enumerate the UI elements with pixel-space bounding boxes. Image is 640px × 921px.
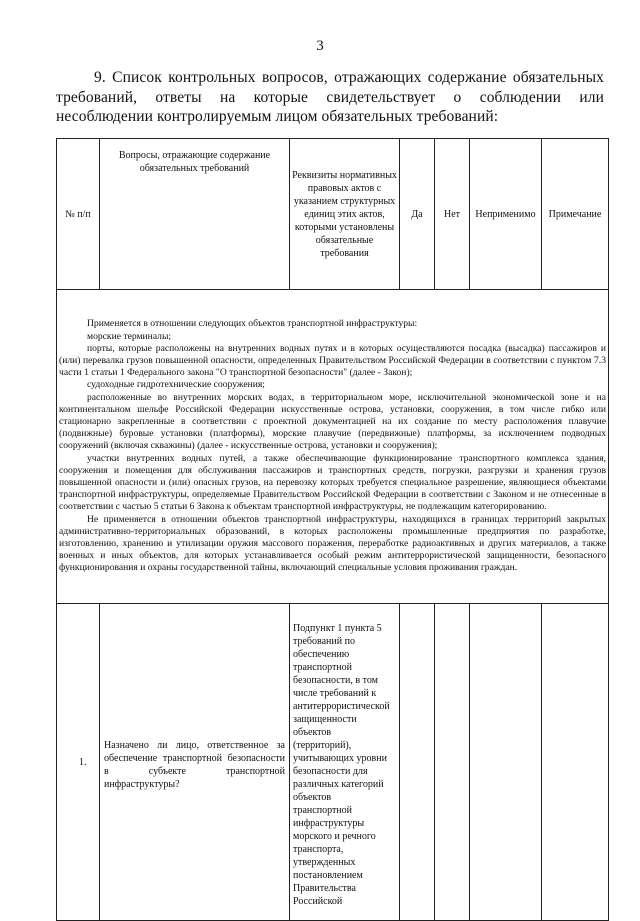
row-not-applicable-cell (470, 604, 542, 921)
row-yes-cell (400, 604, 435, 921)
requisites-line: объектов (293, 792, 332, 803)
requisites-line: различных категорий (293, 779, 384, 790)
scope-paragraph: порты, которые расположены на внутренних водных путях и в которых осуществляются посадка (высадка) пассажиров и (или) перевалка грузов повышенной опасности, определенных Правительством Российской Федерации в соответствии с пунктом 7.3 части 1 статьи 1 Федерального закона "О транспортной безопасности" (далее - Закон); (59, 342, 606, 379)
requisites-line: безопасности, в том (293, 675, 378, 686)
scope-paragraph: расположенные во внутренних морских водах, в территориальном море, исключительной экономической зоне и на континентальном шельфе Российской Федерации искусственные острова, установки, сооружения, в том числе гибко или стационарно закрепленные в соответствии с проектной документацией на их создание по месту расположения плавучие (подвижные) буровые установки (платформы), морские плавучие (передвижные) платформы, за исключением подводных сооружений (включая скважины) (далее - искусственные острова, установки и сооружения); (59, 391, 606, 452)
scope-paragraph: участки внутренних водных путей, а также обеспечивающие функционирование транспортного комплекса здания, сооружения и помещения для обслуживания пассажиров и транспортных средств, погрузки, разгрузки и хранения грузов повышенной опасности и (или) опасных грузов, на перевозку которых требуется специальное разрешение, являющиеся объектами транспортной инфраструктуры, определяемые Правительством Российской Федерации в соответствии с Законом и не отнесенные в соответствии с частью 5 статьи 6 Закона к объектам транспортной инфраструктуры, не подлежащим категорированию. (59, 452, 606, 513)
requisites-line: утвержденных (293, 857, 356, 868)
row-no-cell (435, 604, 470, 921)
requisites-line: Подпункт 1 пункта 5 (293, 623, 382, 634)
section-heading: 9. Список контрольных вопросов, отражающих содержание обязательных требований, ответы на которые свидетельствует о соблюдении или несоблюдении контролируемым лицом обязательных требований: (56, 69, 604, 125)
checklist-table (56, 138, 609, 921)
scope-paragraph: судоходные гидротехнические сооружения; (87, 379, 265, 391)
requisites-line: требований по (293, 636, 355, 647)
requisites-line: транспортной (293, 805, 353, 816)
requisites-line: Правительства (293, 883, 356, 894)
page-number: 3 (316, 38, 324, 54)
scope-paragraph: морские терминалы; (87, 330, 172, 342)
scope-cell (57, 290, 609, 604)
requisites-line: учитывающих уровни (293, 753, 387, 764)
header-question: Вопросы, отражающие содержание обязательных требований (100, 139, 290, 290)
row-note-cell (542, 604, 609, 921)
header-note: Примечание (542, 139, 609, 290)
requisites-line: транспортной (293, 662, 353, 673)
requisites-line: антитеррористической (293, 701, 390, 712)
scope-paragraph: Применяется в отношении следующих объектов транспортной инфраструктуры: (87, 318, 418, 330)
row-number: 1. (57, 604, 100, 921)
requisites-line: (территорий), (293, 740, 352, 751)
requisites-line: Российской (293, 896, 343, 907)
requisites-line: безопасности для (293, 766, 368, 777)
header-yes: Да (400, 139, 435, 290)
requisites-line: числе требований к (293, 688, 377, 699)
table-header-row (57, 139, 609, 290)
scope-row (57, 290, 609, 604)
header-requisites: Реквизиты нормативных правовых актов с указанием структурных единиц этих актов, которыми установлены обязательные требования (290, 139, 400, 290)
requisites-line: морского и речного (293, 831, 376, 842)
requisites-line: объектов (293, 727, 332, 738)
requisites-line: транспорта, (293, 844, 344, 855)
row-requisites (290, 604, 400, 921)
requisites-line: обеспечению (293, 649, 350, 660)
requisites-line: защищенности (293, 714, 357, 725)
requisites-line: инфраструктуры (293, 818, 365, 829)
header-num: № п/п (57, 139, 100, 290)
requisites-line: постановлением (293, 870, 363, 881)
header-not-applicable: Неприменимо (470, 139, 542, 290)
header-no: Нет (435, 139, 470, 290)
scope-paragraph: Не применяется в отношении объектов транспортной инфраструктуры, находящихся в границах территорий закрытых административно-территориальных образований, в которых расположены промышленные предприятия по разработке, изготовлению, хранению и утилизации оружия массового поражения, переработке радиоактивных и других материалов, а также военных и иных объектов, для которых устанавливается особый режим антитеррористической защищенности, безопасного функционирования и охраны государственной тайны, включающий специальные условия проживания граждан. (59, 513, 606, 574)
row-question: Назначено ли лицо, ответственное за обеспечение транспортной безопасности в субъекте транспортной инфраструктуры? (100, 604, 290, 921)
table-row (57, 604, 609, 921)
